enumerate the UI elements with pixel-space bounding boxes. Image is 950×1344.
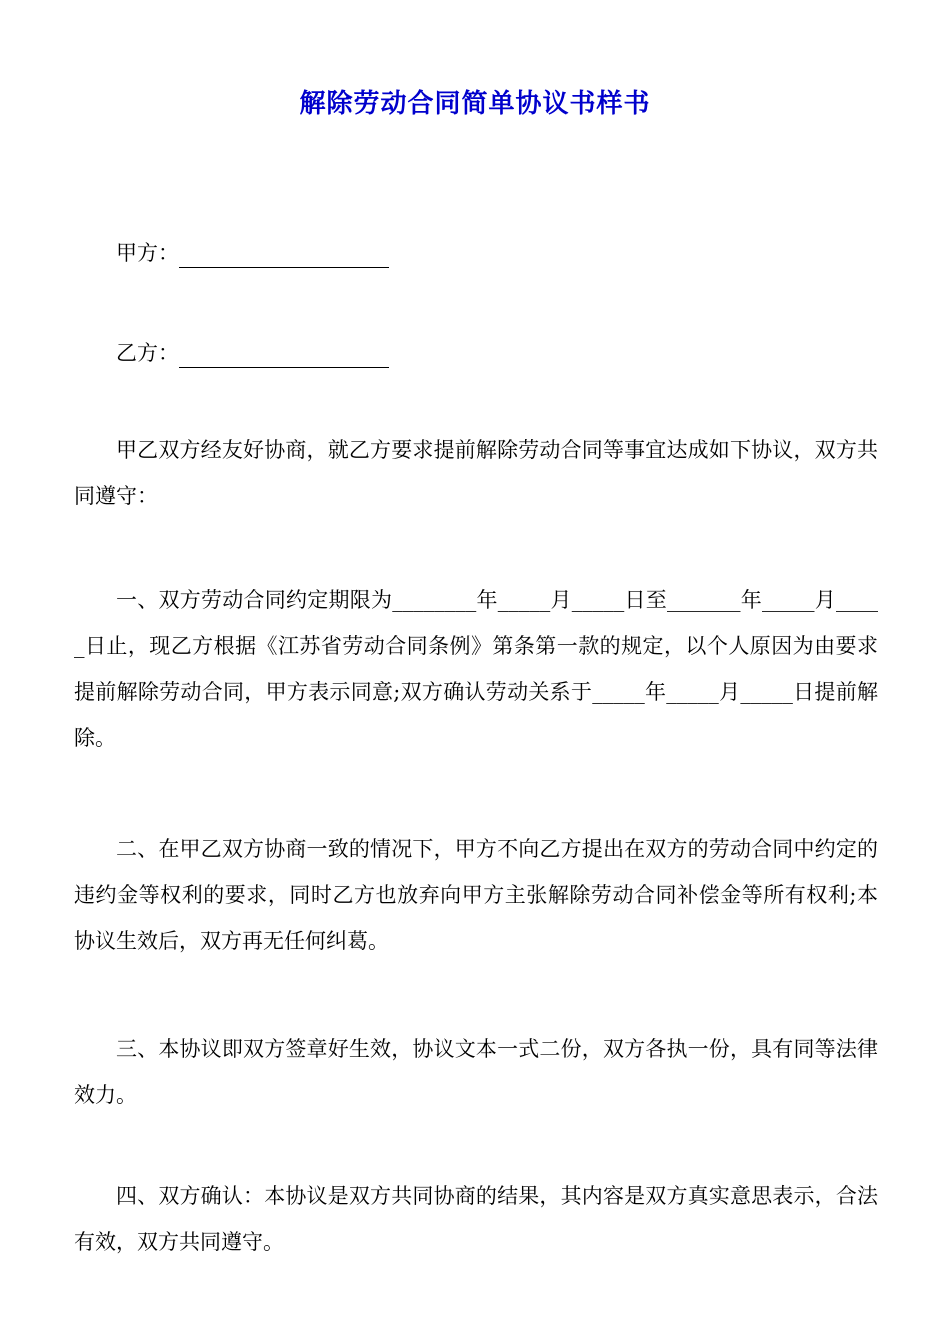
party-b-label: 乙方： (116, 341, 179, 365)
clause-2-paragraph: 二、在甲乙双方协商一致的情况下，甲方不向乙方提出在双方的劳动合同中约定的违约金等权利的要求，同时乙方也放弃向甲方主张解除劳动合同补偿金等所有权利;本协议生效后，双方再无任何纠葛。 (74, 837, 878, 953)
clause-1-paragraph: 一、双方劳动合同约定期限为________年_____月_____日至_______年_____月_____日止，现乙方根据《江苏省劳动合同条例》第条第一款的规定，以个人原因为由要求提前解除劳动合同，甲方表示同意;双方确认劳动关系于_____年_____月_____日提前解除。 (74, 588, 878, 750)
party-a-line (116, 238, 389, 268)
party-b-blank (179, 345, 389, 368)
intro-paragraph: 甲乙双方经友好协商，就乙方要求提前解除劳动合同等事宜达成如下协议，双方共同遵守： (74, 438, 878, 508)
document-title: 解除劳动合同简单协议书样书 (299, 89, 651, 119)
party-b-line (116, 338, 389, 368)
party-a-blank (179, 245, 389, 268)
clause-3-paragraph: 三、本协议即双方签章好生效，协议文本一式二份，双方各执一份，具有同等法律效力。 (74, 1037, 878, 1107)
party-a-label: 甲方： (116, 241, 179, 265)
clause-4-paragraph: 四、双方确认：本协议是双方共同协商的结果，其内容是双方真实意思表示，合法有效，双方共同遵守。 (74, 1184, 878, 1254)
